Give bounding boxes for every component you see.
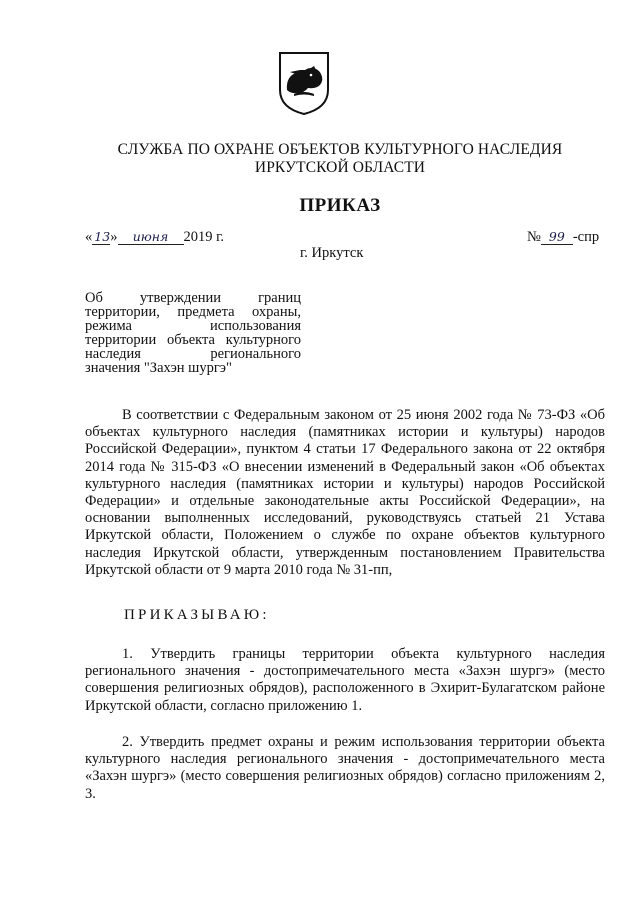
order-date bbox=[85, 229, 224, 246]
agency-name-line-1: СЛУЖБА ПО ОХРАНЕ ОБЪЕКТОВ КУЛЬТУРНОГО НАСЛЕДИЯ bbox=[117, 141, 563, 158]
number-suffix: -спр bbox=[572, 229, 600, 245]
order-keyword: ПРИКАЗЫВАЮ: bbox=[124, 607, 270, 623]
order-number bbox=[527, 229, 599, 246]
order-subject bbox=[85, 291, 301, 375]
irkutsk-coat-of-arms-icon bbox=[278, 50, 330, 116]
subject-line: режима использования bbox=[85, 318, 301, 334]
agency-name-line-2: ИРКУТСКОЙ ОБЛАСТИ bbox=[254, 159, 426, 176]
document-type-title: ПРИКАЗ bbox=[299, 195, 381, 216]
subject-line: значения "Захэн шургэ" bbox=[85, 360, 232, 376]
number-value-handwritten: 99 bbox=[541, 230, 573, 245]
order-item-2: 2. Утвердить предмет охраны и режим использования территории объекта культурного наследия регионального значения - достопримечательного места «Захэн шургэ» (место совершения религиозных обрядов) согласно приложениям 2, 3. bbox=[85, 734, 605, 802]
coat-of-arms-shield bbox=[278, 50, 330, 116]
preamble-paragraph: В соответствии с Федеральным законом от 25 июня 2002 года № 73-ФЗ «Об объектах культурного наследия (памятниках истории и культуры) народов Российской Федерации», пунктом 4 статьи 17 Федерального закона от 22 октября 2014 года № 315-ФЗ «О внесении изменений в Федеральный закон «Об объектах культурного наследия (памятниках истории и культуры) народов Российской Федерации» и отдельные законодательные акты Российской Федерации», на основании выполненных исследований, руководствуясь статьей 21 Устава Иркутской области, Положением о службе по охране объектов культурного наследия Иркутской области, утвержденным постановлением Правительства Иркутской области от 9 марта 2010 года № 31-пп, bbox=[85, 407, 605, 578]
city-name: г. Иркутск bbox=[300, 245, 364, 261]
date-day-handwritten: 13 bbox=[94, 229, 111, 244]
date-open-quote: « bbox=[85, 229, 93, 245]
order-item-1: 1. Утвердить границы территории объекта культурного наследия регионального значения - достопримечательного места «Захэн шургэ» (место совершения религиозных обрядов), расположенного в Эхирит-Булагатском районе Иркутской области, согласно приложению 1. bbox=[85, 646, 605, 714]
subject-line: наследия регионального bbox=[85, 346, 301, 362]
date-month-handwritten: июня bbox=[118, 230, 184, 245]
number-prefix: № bbox=[527, 229, 541, 245]
subject-line: территории, предмета охраны, bbox=[85, 304, 301, 320]
date-close-quote: » bbox=[110, 229, 118, 245]
date-year: 2019 г. bbox=[183, 229, 225, 245]
subject-line: Об утверждении границ bbox=[85, 290, 301, 306]
subject-line: территории объекта культурного bbox=[85, 332, 301, 348]
